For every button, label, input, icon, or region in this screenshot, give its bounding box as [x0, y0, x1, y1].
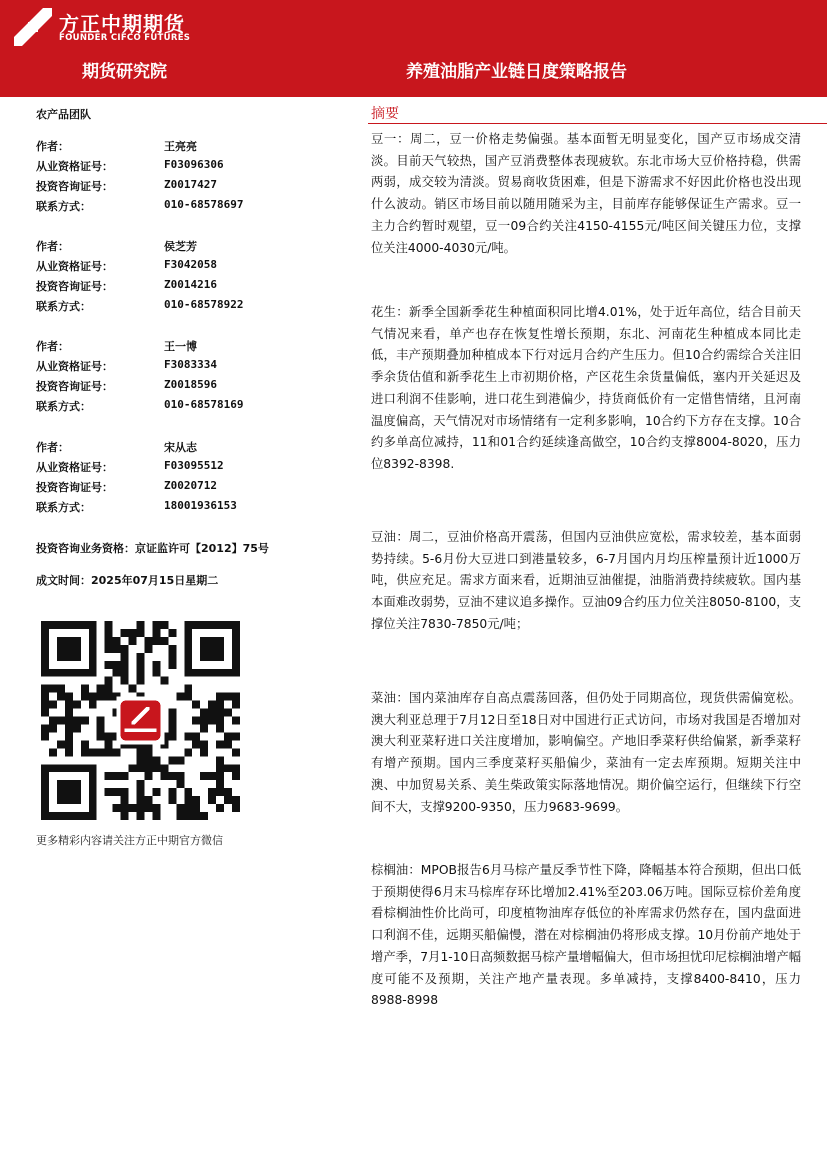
- summary-paragraph-soybean: 豆一：周二，豆一价格走势偏强。基本面暂无明显变化，国产豆市场成交清淡。目前天气较热，国产豆消费整体表现疲软。东北市场大豆价格持稳，供需两弱，成交较为清淡。贸易商收货困难，但是下游需求不好因此价格也没出现什么波动。销区市场目前以随用随采为主，目前库存能够保证生产需求。豆一主力合约暂时观望，豆一09合约关注4150-4155元/吨区间关键压力位，支撑位关注4000-4030元/吨。: [371, 132, 801, 255]
- license-label: 从业资格证号：: [36, 360, 113, 373]
- summary-paragraph-palm-oil: 棕榈油：MPOB报告6月马棕产量反季节性下降，降幅基本符合预期，但出口低于预期使得6月末马棕库存环比增加2.41%至203.06万吨。国际豆棕价差角度看棕榈油性价比尚可，印度植物油库存低位的补库需求仍然存在，国内盘面进口利润不佳，远期买船偏慢，潜在对棕榈油仍将形成支撑。10月份前产地处于增产季，7月1-10日高频数据马棕产量增幅偏大，但市场担忧印尼棕榈油增产幅度可能不及预期，关注产地产量表现。多单减持，支撑8400-8410，压力8988-8998: [371, 863, 801, 1008]
- advisory-label: 投资咨询证号：: [36, 481, 113, 494]
- author-label: 作者：: [36, 140, 69, 153]
- author-label: 作者：: [36, 240, 69, 253]
- author-label: 作者：: [36, 441, 69, 454]
- report-header: [0, 0, 827, 97]
- contact-label: 联系方式：: [36, 300, 91, 313]
- company-name-en: FOUNDER CIFCO FUTURES: [59, 33, 191, 43]
- license-number: F03096306: [164, 158, 224, 171]
- advisory-label: 投资咨询证号：: [36, 280, 113, 293]
- company-logo-icon: [13, 7, 53, 47]
- author-card: [36, 439, 326, 519]
- company-name: 方正中期期货: [59, 12, 185, 36]
- advisory-number: Z0020712: [164, 479, 217, 492]
- summary-title: 摘要: [371, 106, 399, 122]
- advisory-label: 投资咨询证号：: [36, 180, 113, 193]
- summary-paragraph-soybean-oil: 豆油：周二，豆油价格高开震荡，但国内豆油供应宽松，需求较差，基本面弱势持续。5-6月份大豆进口到港量较多，6-7月国内月均压榨量预计近1000万吨，供应充足。需求方面来看，近期油豆油催提，油脂消费持续疲软。国内基本面难改弱势，豆油不建议追多操作。豆油09合约压力位关注8050-8100，支撑位关注7830-7850元/吨；: [371, 530, 801, 631]
- author-card: [36, 138, 326, 218]
- author-card: [36, 238, 326, 318]
- author-card: [36, 338, 326, 418]
- license-number: F03095512: [164, 459, 224, 472]
- contact-label: 联系方式：: [36, 501, 91, 514]
- license-label: 从业资格证号：: [36, 260, 113, 273]
- author-label: 作者：: [36, 340, 69, 353]
- license-label: 从业资格证号：: [36, 160, 113, 173]
- qualification-line: 投资咨询业务资格：京证监许可【2012】75号: [36, 542, 269, 555]
- publish-date: 成文时间：2025年07月15日星期二: [36, 574, 219, 587]
- author-name: 侯芝芳: [164, 240, 197, 253]
- summary-paragraph-rapeseed-oil: 菜油：国内菜油库存自高点震荡回落，但仍处于同期高位，现货供需偏宽松。澳大利亚总理于7月12日至18日对中国进行正式访问，市场对我国是否增加对澳大利亚菜籽进口关注度增加，影响偏空。产地旧季菜籽供给偏紧，新季菜籽有增产预期。国内三季度菜籽买船偏少，菜油有一定去库预期。短期关注中澳、中加贸易关系、美生柴政策实际落地情况。期价偏空运行，但继续下行空间不大，支撑9200-9350，压力9683-9699。: [371, 691, 801, 814]
- contact-phone: 18001936153: [164, 499, 237, 512]
- contact-label: 联系方式：: [36, 200, 91, 213]
- summary-divider: [368, 123, 827, 124]
- author-name: 王亮亮: [164, 140, 197, 153]
- team-name: 农产品团队: [36, 108, 91, 121]
- license-number: F3083334: [164, 358, 217, 371]
- contact-phone: 010-68578697: [164, 198, 244, 211]
- report-title: 养殖油脂产业链日度策略报告: [406, 62, 627, 82]
- advisory-number: Z0017427: [164, 178, 217, 191]
- contact-label: 联系方式：: [36, 400, 91, 413]
- contact-phone: 010-68578169: [164, 398, 244, 411]
- qr-caption: 更多精彩内容请关注方正中期官方微信: [36, 834, 223, 847]
- summary-paragraph-peanut: 花生：新季全国新季花生种植面积同比增4.01%，处于近年高位，结合目前天气情况来看，单产也存在恢复性增长预期，东北、河南花生种植成本同比走低，丰产预期叠加种植成本下行对远月合约产生压力。但10合约需综合关注旧季余货估值和新季花生上市初期价格，产区花生余货量偏低，塞内开关延迟及进口利润不佳影响，进口花生到港偏少，持货商低价有一定惜售情绪，且河南温度偏高，天气情况对市场情绪有一定利多影响，10合约下方存在支撑。10合约多单高位减持，11和01合约延续逢高做空，10合约支撑8004-8020，压力位8392-8398.: [371, 305, 801, 471]
- wechat-qr-code[interactable]: [41, 621, 240, 820]
- advisory-number: Z0018596: [164, 378, 217, 391]
- department-name: 期货研究院: [82, 62, 167, 82]
- license-label: 从业资格证号：: [36, 461, 113, 474]
- advisory-label: 投资咨询证号：: [36, 380, 113, 393]
- author-name: 王一博: [164, 340, 197, 353]
- license-number: F3042058: [164, 258, 217, 271]
- contact-phone: 010-68578922: [164, 298, 244, 311]
- advisory-number: Z0014216: [164, 278, 217, 291]
- author-name: 宋从志: [164, 441, 197, 454]
